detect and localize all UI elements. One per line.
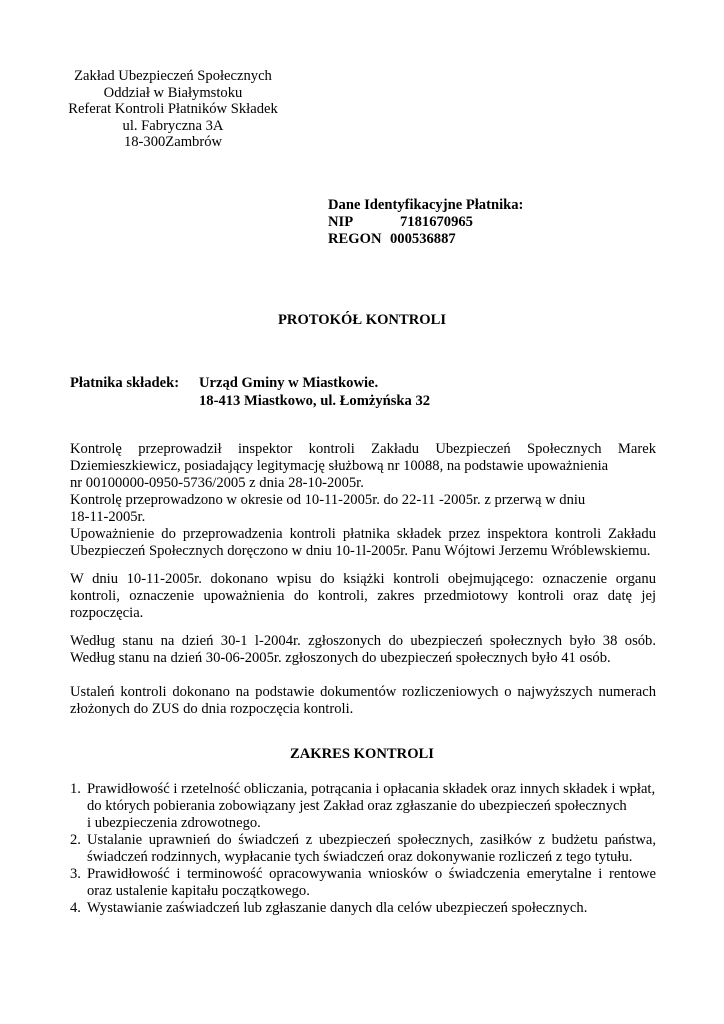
payer-identification-block xyxy=(328,197,523,248)
scope-item-line: oraz ustalenie kapitału początkowego. xyxy=(87,883,310,899)
payer-name-row xyxy=(70,375,430,393)
paragraph-line: 18-11-2005r. xyxy=(70,509,146,525)
scope-item-line: Wystawianie zaświadczeń lub zgłaszanie danych dla celów ubezpieczeń społecznych. xyxy=(87,900,588,916)
paragraph-line: Według stanu na dzień 30-06-2005r. zgłoszonych do ubezpieczeń społecznych było 41 osób. xyxy=(70,650,611,666)
sender-branch: Oddział w Białymstoku xyxy=(103,84,243,101)
nip-value: 7181670965 xyxy=(400,214,473,230)
paragraph-line: Dziemieszkiewicz, posiadający legitymację służbową nr 10088, na podstawie upoważnienia xyxy=(70,458,609,474)
sender-department: Referat Kontroli Płatników Składek xyxy=(68,101,278,118)
scope-item-line: do których pobierania zobowiązany jest Zakład oraz zgłaszanie do ubezpieczeń społecznych xyxy=(87,798,627,814)
sender-address-block xyxy=(62,68,284,151)
scope-item-number: 1. xyxy=(70,781,81,797)
document-title: PROTOKÓŁ KONTROLI xyxy=(278,312,446,328)
paragraph-line: Ustaleń kontroli dokonano na podstawie dokumentów rozliczeniowych o najwyższych numerach xyxy=(70,684,656,700)
regon-value: 000536887 xyxy=(390,231,456,247)
scope-item xyxy=(70,832,656,866)
sender-city: 18-300Zambrów xyxy=(123,134,223,151)
scope-item-line: Prawidłowość i terminowość opracowywania wniosków o świadczenia emerytalne i rentowe xyxy=(87,866,656,882)
scope-list xyxy=(70,781,656,917)
scope-item-number: 3. xyxy=(70,866,81,882)
scope-item xyxy=(70,900,656,917)
scope-item-number: 2. xyxy=(70,832,81,848)
paragraph-inspection-info xyxy=(70,441,656,560)
nip-label: NIP xyxy=(328,214,354,230)
sender-street: ul. Fabryczna 3A xyxy=(122,117,224,134)
sender-institution: Zakład Ubezpieczeń Społecznych xyxy=(74,68,272,84)
paragraph-line: kontroli, oznaczenie upoważnienia do kontroli, zakres przedmiotowy kontroli oraz datę jej xyxy=(70,588,656,604)
payer-label: Płatnika składek: xyxy=(70,375,180,391)
payer-address: 18-413 Miastkowo, ul. Łomżyńska 32 xyxy=(199,392,431,409)
scope-item-number: 4. xyxy=(70,900,81,916)
paragraph-line: Kontrolę przeprowadził inspektor kontroli Zakładu Ubezpieczeń Społecznych Marek xyxy=(70,441,656,457)
paragraph-line: Kontrolę przeprowadzono w okresie od 10-11-2005r. do 22-11 -2005r. z przerwą w dniu xyxy=(70,492,586,508)
paragraph-control-book xyxy=(70,571,656,622)
paragraph-line: złożonych do ZUS do dnia rozpoczęcia kontroli. xyxy=(70,701,354,717)
scope-item xyxy=(70,781,656,832)
paragraph-line: Ubezpieczeń Społecznych doręczono w dniu 10-1l-2005r. Panu Wójtowi Jerzemu Wróblewskiemu. xyxy=(70,543,651,559)
paragraph-line: Upoważnienie do przeprowadzenia kontroli płatnika składek przez inspektora kontroli Zakładu xyxy=(70,526,656,542)
identification-heading: Dane Identyfikacyjne Płatnika: xyxy=(328,197,524,213)
nip-row xyxy=(328,214,523,231)
regon-label: REGON xyxy=(328,231,382,247)
scope-heading: ZAKRES KONTROLI xyxy=(290,746,434,762)
paragraph-insured-counts xyxy=(70,633,656,667)
payer-name: Urząd Gminy w Miastkowie. xyxy=(199,375,379,391)
scope-item-line: i ubezpieczenia zdrowotnego. xyxy=(87,815,261,831)
paragraph-line: Według stanu na dzień 30-1 l-2004r. zgłoszonych do ubezpieczeń społecznych było 38 osób. xyxy=(70,633,656,649)
scope-item xyxy=(70,866,656,900)
paragraph-line: rozpoczęcia. xyxy=(70,605,144,621)
scope-item-line: Prawidłowość i rzetelność obliczania, potrącania i opłacania składek oraz innych składek i wpłat, xyxy=(87,781,656,797)
paragraph-documents-basis xyxy=(70,684,656,718)
payer-block xyxy=(70,375,430,410)
paragraph-line: nr 00100000-0950-5736/2005 z dnia 28-10-2005r. xyxy=(70,475,364,491)
regon-row xyxy=(328,231,523,248)
scope-item-line: Ustalanie uprawnień do świadczeń z ubezpieczeń społecznych, zasiłków z budżetu państwa, xyxy=(87,832,656,848)
paragraph-line: W dniu 10-11-2005r. dokonano wpisu do książki kontroli obejmującego: oznaczenie organu xyxy=(70,571,656,587)
scope-item-line: świadczeń rodzinnych, wypłacanie tych świadczeń oraz dokonywanie rozliczeń z tego tytułu. xyxy=(87,849,633,865)
